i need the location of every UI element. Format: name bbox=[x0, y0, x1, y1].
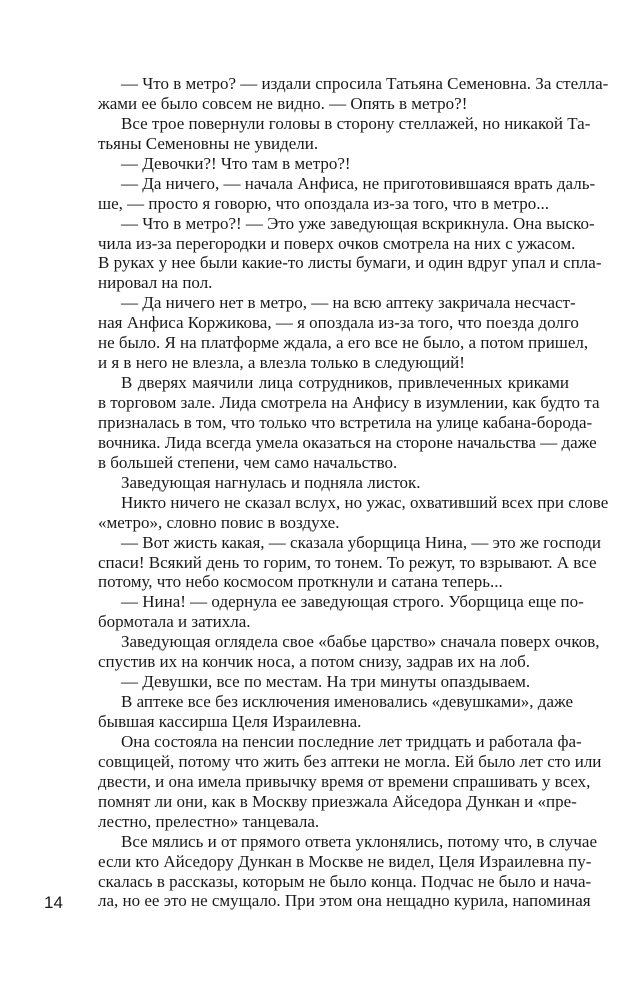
text-line: — Вот жисть какая, — сказала уборщица Нина, — это же господи bbox=[121, 532, 602, 552]
text-line: В аптеке все без исключения именовались «девушками», даже bbox=[121, 692, 574, 712]
paragraph bbox=[98, 373, 600, 473]
text-line: ная Анфиса Коржикова, — я опоздала из-за того, что поезда долго bbox=[98, 313, 579, 333]
text-line: скалась в рассказы, которым не было конца. Подчас не было и нача- bbox=[98, 871, 592, 891]
paragraph bbox=[98, 532, 602, 593]
text-line: не было. Я на платформе ждала, а его все не было, а потом пришел, bbox=[98, 333, 589, 353]
text-line: вочника. Лида всегда умела оказаться на стороне начальства — даже bbox=[98, 432, 597, 452]
text-line: лестно, прелестно» танцевала. bbox=[98, 811, 320, 831]
text-line: и я в него не влезла, а влезла только в следующий! bbox=[98, 353, 465, 373]
text-line: помнят ли они, как в Москву приезжала Айседора Дункан и «пре- bbox=[98, 791, 577, 811]
paragraph bbox=[98, 473, 569, 493]
text-line: В руках у нее были какие-то листы бумаги, и один вдруг упал и спла- bbox=[98, 253, 602, 273]
text-line: Все мялись и от прямого ответа уклонялись, потому что, в случае bbox=[121, 831, 597, 851]
text-line: потому, что небо космосом проткнули и сатана теперь... bbox=[98, 572, 503, 592]
text-line: Заведующая оглядела свое «бабье царство» сначала поверх очков, bbox=[121, 632, 600, 652]
text-line: Она состояла на пенсии последние лет тридцать и работала фа- bbox=[121, 731, 582, 751]
paragraph bbox=[98, 731, 602, 832]
text-line: призналась в том, что только что встретила на улице кабана-борода- bbox=[98, 412, 593, 432]
text-line: совщицей, потому что жить без аптеки не могла. Ей было лет сто или bbox=[98, 751, 602, 771]
paragraph bbox=[98, 74, 609, 114]
paragraph bbox=[98, 632, 600, 672]
text-line: В дверях маячили лица сотрудников, привлеченных криками bbox=[121, 373, 569, 393]
text-line: двести, и она имела привычку время от времени спрашивать у всех, bbox=[98, 771, 591, 791]
text-line: бывшая кассирша Целя Израилевна. bbox=[98, 712, 362, 731]
text-line: если кто Айседору Дункан в Москве не видел, Целя Израилевна пу- bbox=[98, 851, 592, 871]
text-line: в большей степени, чем само начальство. bbox=[98, 452, 398, 472]
paragraph bbox=[98, 672, 569, 692]
text-line: «метро», словно повис в воздухе. bbox=[98, 512, 340, 532]
text-line: ше, — просто я говорю, что опоздала из-за того, что в метро... bbox=[98, 193, 549, 213]
text-line: чила из-за перегородки и поверх очков смотрела на них с ужасом. bbox=[98, 233, 576, 253]
text-line: — Девушки, все по местам. На три минуты опаздываем. bbox=[121, 672, 531, 692]
text-line: — Нина! — одернула ее заведующая строго. Уборщица еще по- bbox=[121, 592, 584, 612]
paragraph bbox=[98, 113, 591, 154]
paragraph bbox=[98, 492, 609, 533]
text-line: — Что в метро? — издали спросила Татьяна Семеновна. За стелла- bbox=[121, 74, 609, 93]
book-page-text bbox=[98, 74, 609, 911]
page-number: 14 bbox=[44, 893, 63, 912]
text-line: Никто ничего не сказал вслух, но ужас, охвативший всех при слове bbox=[121, 492, 609, 512]
text-line: ла, но ее это не смущало. При этом она нещадно курила, напоминая bbox=[98, 891, 591, 911]
paragraph bbox=[98, 293, 589, 373]
text-line: — Да ничего, — начала Анфиса, не приготовившаяся врать даль- bbox=[121, 173, 596, 193]
paragraph bbox=[98, 154, 569, 174]
text-line: спустив их на кончик носа, а потом снизу, задрав их на лоб. bbox=[98, 652, 531, 672]
paragraph bbox=[98, 592, 584, 632]
text-line: — Что в метро?! — Это уже заведующая вскрикнула. Она выско- bbox=[121, 213, 595, 233]
text-line: Заведующая нагнулась и подняла листок. bbox=[121, 472, 421, 492]
text-line: бормотала и затихла. bbox=[98, 612, 251, 632]
text-line: нировал на пол. bbox=[98, 273, 213, 293]
paragraph bbox=[98, 692, 574, 732]
text-line: в торговом зале. Лида смотрела на Анфису в изумлении, как будто та bbox=[98, 393, 600, 412]
text-line: жами ее было совсем не видно. — Опять в метро?! bbox=[98, 93, 468, 113]
text-line: спаси! Всякий день то горим, то тонем. То режут, то взрывают. А все bbox=[98, 552, 597, 572]
paragraph bbox=[98, 213, 602, 294]
paragraph bbox=[98, 173, 596, 214]
paragraph bbox=[98, 831, 597, 912]
text-line: тьяны Семеновны не увидели. bbox=[98, 133, 319, 153]
text-line: — Да ничего нет в метро, — на всю аптеку закричала несчаст- bbox=[121, 293, 576, 313]
text-line: — Девочки?! Что там в метро?! bbox=[121, 153, 351, 173]
text-line: Все трое повернули головы в сторону стеллажей, но никакой Та- bbox=[121, 113, 591, 133]
